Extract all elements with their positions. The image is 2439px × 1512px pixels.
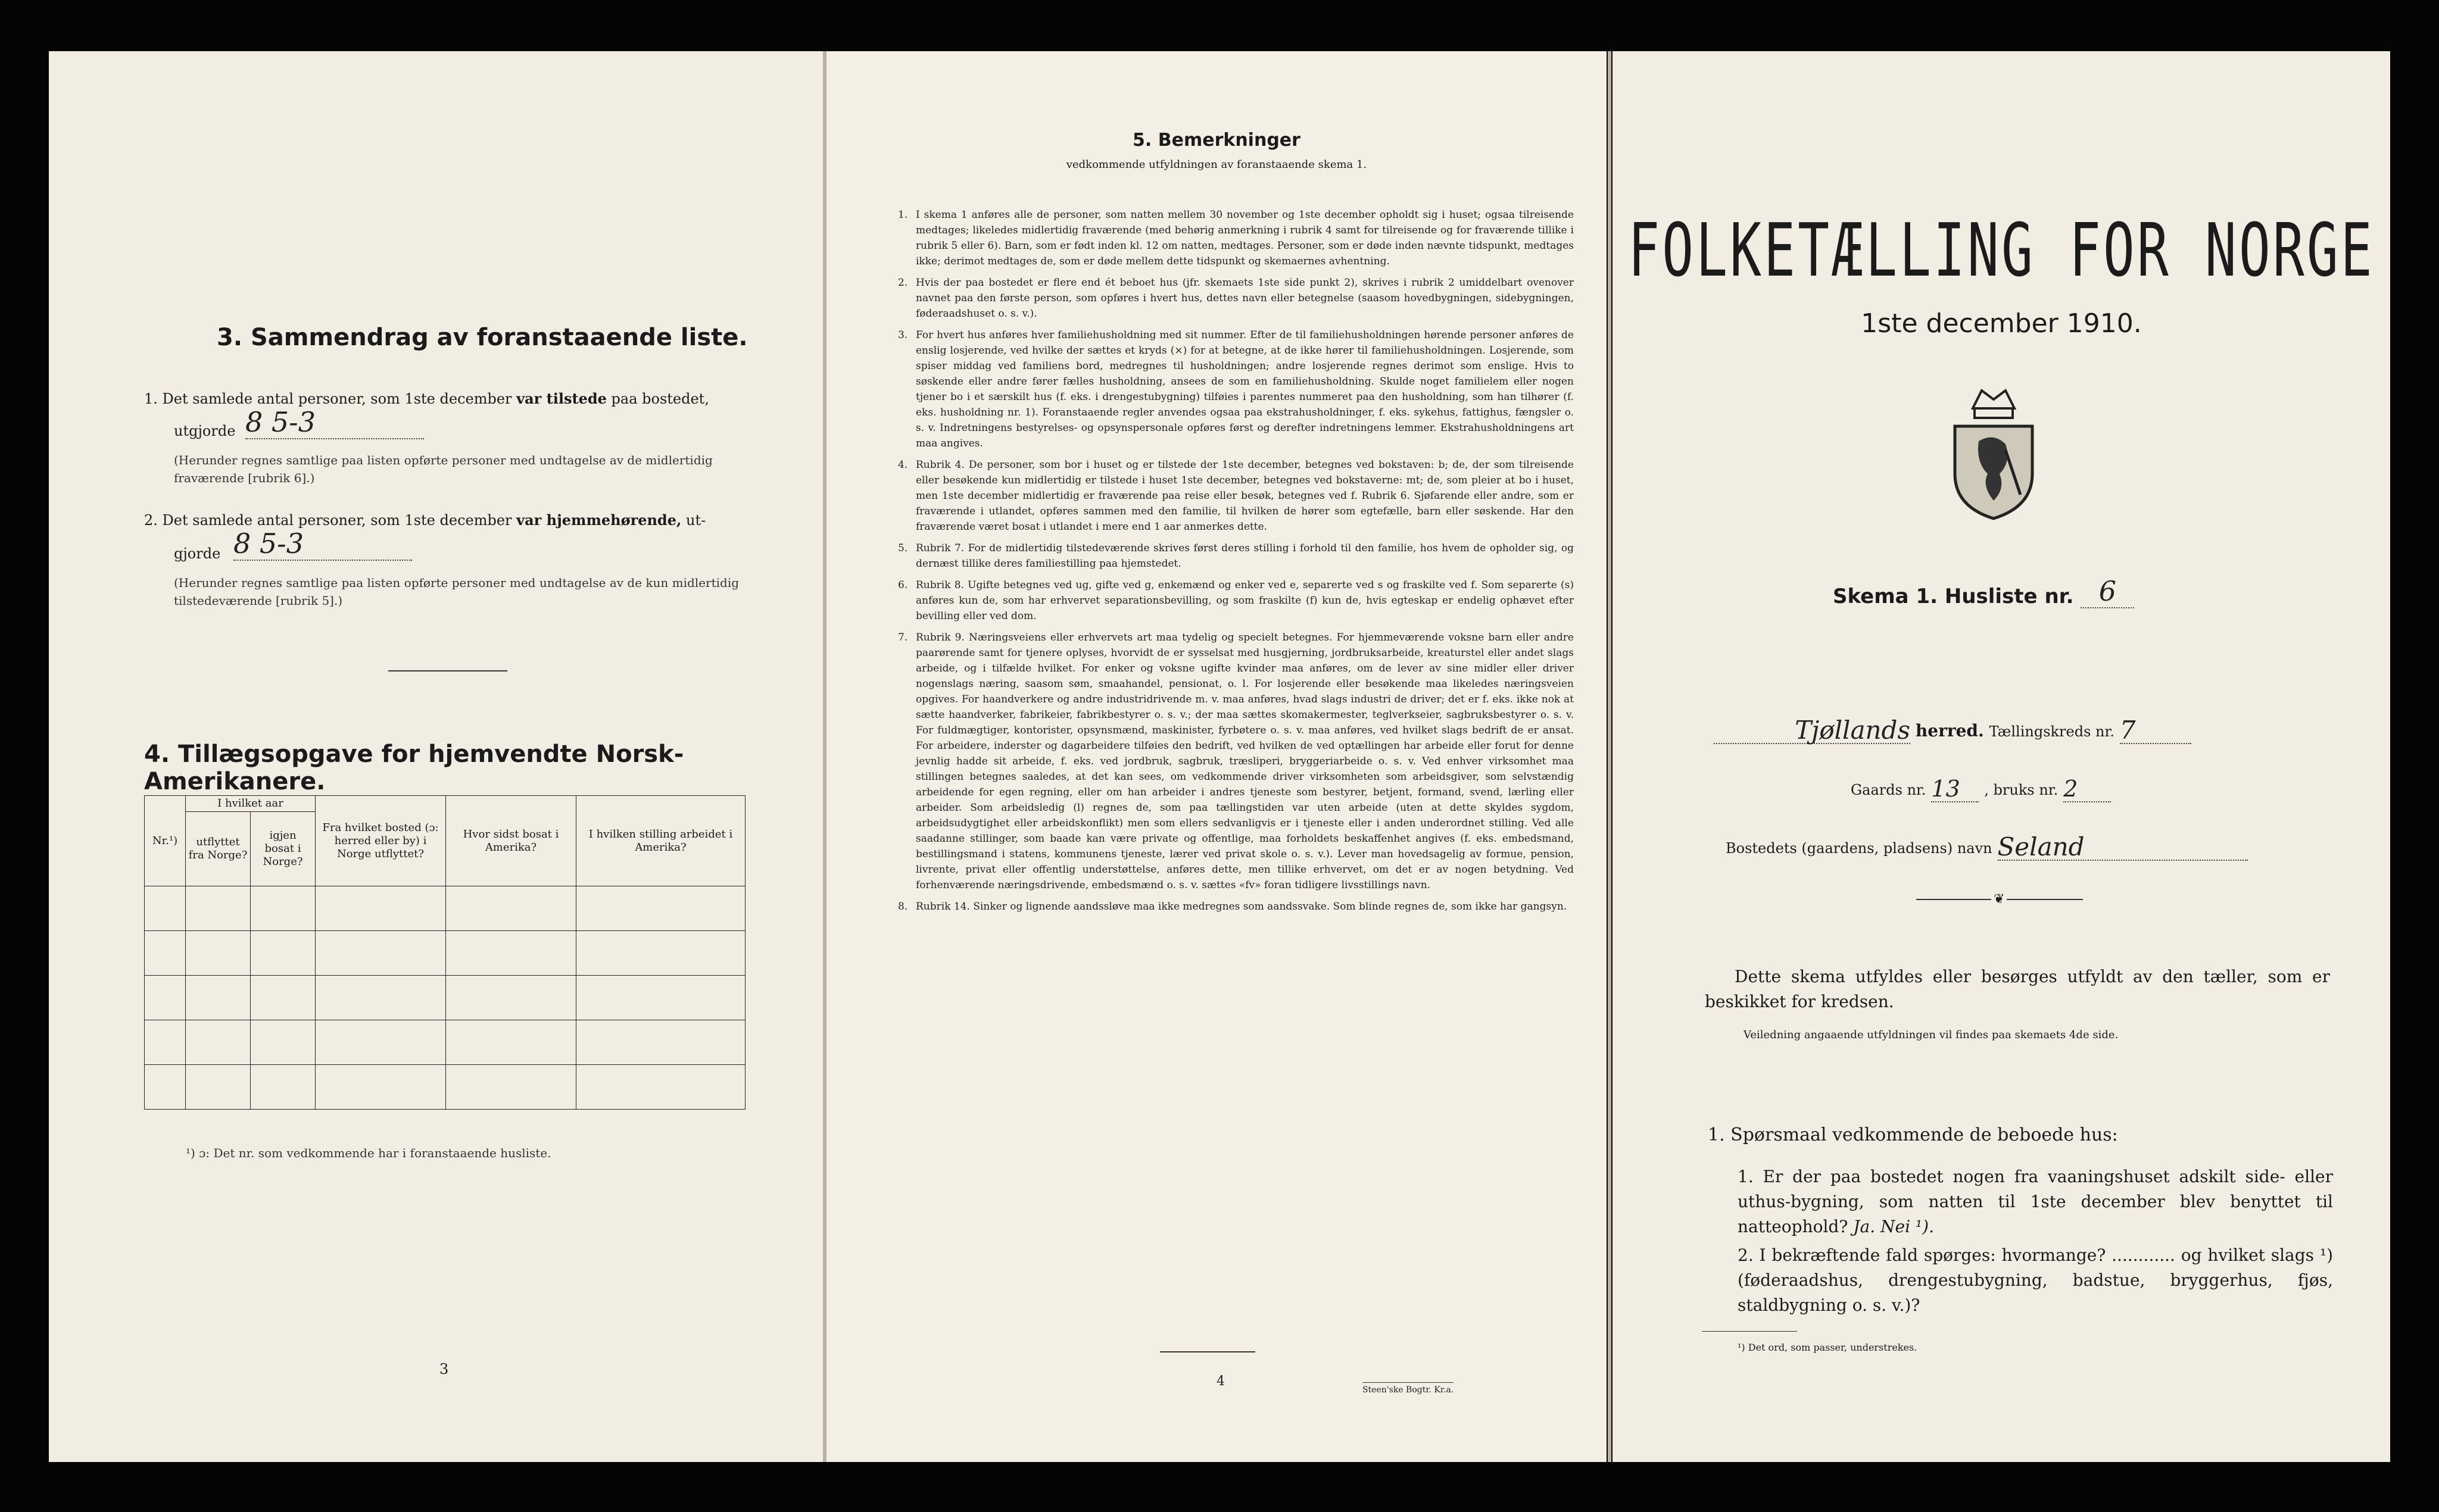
gaard-field: 13 bbox=[1931, 776, 1979, 802]
divider bbox=[388, 670, 507, 671]
table-row bbox=[145, 976, 746, 1020]
remark-number: 3. bbox=[898, 329, 908, 341]
remark-number: 1. bbox=[898, 209, 908, 221]
census-title: FOLKETÆLLING FOR NORGE bbox=[1628, 207, 2375, 293]
col-hvor: Hvor sidst bosat i Amerika? bbox=[446, 796, 576, 886]
ornament-divider: ❦ bbox=[1916, 892, 2083, 900]
remark-item bbox=[898, 275, 1574, 321]
item1-bold: var tilstede bbox=[516, 390, 607, 407]
remark-text: Rubrik 4. De personer, som bor i huset og er tilstede der 1ste december, betegnes ved bokstaven: b; de, der som tilreisende eller besøkende kun midlertidig er tilstede i huset 1ste december, betegnes ved bokstaverne: mt; de, som pleier at bo i huset, men 1ste december midlertidig er fraværende paa reise eller besøk, betegnes ved f. Rubrik 6. Sjøfarende eller andre, som er fraværende i utlandet, opføres sammen med den familie, til hvilken de hører som egtefælle, barn eller søskende. Har den fraværende været bosat i utlandet i mere end 1 aar anmerkes dette. bbox=[916, 459, 1574, 533]
bruks-label: , bruks nr. bbox=[1984, 782, 2059, 798]
divider bbox=[1160, 1351, 1255, 1352]
bemerkninger-title: 5. Bemerkninger bbox=[1133, 130, 1300, 151]
questions-header: 1. Spørsmaal vedkommende de beboede hus: bbox=[1708, 1124, 2118, 1145]
remark-number: 7. bbox=[898, 632, 908, 643]
table-row bbox=[145, 931, 746, 976]
bemerkninger-subtitle: vedkommende utfyldningen av foranstaaende skema 1. bbox=[1066, 158, 1367, 171]
item1-text: 1. Det samlede antal personer, som 1ste december bbox=[144, 391, 512, 407]
item2-line2: gjorde bbox=[174, 545, 221, 562]
remark-item bbox=[898, 577, 1574, 624]
question-1-text: 1. Er der paa bostedet nogen fra vaaningshuset adskilt side- eller uthus-bygning, som natten til 1ste december blev benyttet til natteophold? bbox=[1738, 1167, 2333, 1236]
page-middle bbox=[826, 51, 1607, 1462]
section3-item1 bbox=[144, 388, 751, 410]
bosted-field: Seland bbox=[1998, 835, 2248, 861]
norway-coat-of-arms-icon bbox=[1946, 385, 2041, 521]
remark-number: 5. bbox=[898, 542, 908, 554]
right-footnote: ¹) Det ord, som passer, understrekes. bbox=[1738, 1342, 1917, 1353]
skema-line bbox=[1833, 575, 2134, 608]
remark-text: For hvert hus anføres hver familiehusholdning med sit nummer. Efter de til familiehusholdningen hørende personer anføres de enslig losjerende, ved hvilke der sættes et kryds (×) for at betegne, at de ikke hører til familiehusholdningen. Losjerende, som spiser middag ved familiens bord, medregnes til husholdningen; andre losjerende regnes derimot som enslige. Hvis to søskende eller andre fører fælles husholdning, ansees de som en familiehusholdning. Skulde noget familielem eller nogen tjener bo i et særskilt hus (f. eks. i drengestubygning) tilføies i parentes nummeret paa den husholdning, som han tilhører (f. eks. husholdning nr. 1). Foranstaaende regler anvendes ogsaa paa ekstrahusholdninger, f. eks. sykehus, fattighus, fængsler o. s. v. Indretningens bestyrelses- og opsynspersonale opføres først og derefter indretningens lemmer. Ekstrahusholdningens art maa angives. bbox=[916, 329, 1574, 449]
table-row bbox=[145, 1020, 746, 1065]
remark-text: Rubrik 8. Ugifte betegnes ved ug, gifte ved g, enkemænd og enker ved e, separerte ved s og fraskilte ved f. Som separerte (s) anføres kun de, som har erhvervet separationsbevilling, og som fraskilte (f) kun de, hvis egteskap er endelig ophævet efter bevilling eller ved dom. bbox=[916, 579, 1574, 622]
item1-text-post: paa bostedet, bbox=[611, 391, 709, 407]
table-row bbox=[145, 886, 746, 931]
col-utflyttet: utflyttet fra Norge? bbox=[186, 812, 251, 886]
col-fra: Fra hvilket bosted (ɔ: herred eller by) i Norge utflyttet? bbox=[316, 796, 446, 886]
kreds-field: 7 bbox=[2120, 718, 2191, 744]
col-group: I hvilket aar bbox=[186, 796, 316, 812]
remark-item bbox=[898, 457, 1574, 535]
remark-text: I skema 1 anføres alle de personer, som natten mellem 30 november og 1ste december opholdt sig i huset; ogsaa tilreisende medtages; likeledes midlertidig fraværende (med behørig anmerkning i rubrik 4 samt for tilreisende og for fraværende tillike i rubrik 5 eller 6). Barn, som er født inden kl. 12 om natten, medtages. Personer, som er døde inden nævnte tidspunkt, medtages ikke; derimot medtages de, som er døde mellem dette tidspunkt og skemaernes avhentning. bbox=[916, 209, 1574, 267]
remark-item bbox=[898, 899, 1574, 914]
question-1-answer: Ja. Nei ¹). bbox=[1853, 1217, 1934, 1236]
question-2: 2. I bekræftende fald spørges: hvormange? ............ og hvilket slags ¹) (føderaadshus, drengestubygning, badstue, bryggerhus, fjøs, staldbygning o. s. v.)? bbox=[1738, 1245, 2333, 1315]
item2-text: 2. Det samlede antal personer, som 1ste december bbox=[144, 512, 512, 529]
herred-field: Tjøllands bbox=[1714, 718, 1910, 744]
remark-item bbox=[898, 630, 1574, 893]
gaard-label: Gaards nr. bbox=[1851, 782, 1926, 798]
printer-note: Steen'ske Bogtr. Kr.a. bbox=[1362, 1382, 1454, 1395]
husliste-nr-field: 6 bbox=[2081, 575, 2134, 608]
remark-item bbox=[898, 207, 1574, 269]
page-number-middle: 4 bbox=[1217, 1374, 1225, 1389]
herred-line bbox=[1714, 718, 2369, 744]
bosted-label: Bostedets (gaardens, pladsens) navn bbox=[1726, 840, 1992, 857]
remark-text: Rubrik 9. Næringsveiens eller erhvervets art maa tydelig og specielt betegnes. For hjemmeværende voksne barn eller andre paarørende samt for tjenere oplyses, hvorvidt de er sysselsat med husgjerning, jordbruksarbeide, kreaturstel eller andet slags arbeide, og i tilfælde hvilket. For enker og voksne ugifte kvinder maa anføres, om de lever av sine midler eller driver nogenslags næring, saasom søm, smaahandel, pensionat, o. l. For losjerende eller besøkende maa likeledes næringsveien opgives. For haandverkere og andre industridrivende m. v. maa anføres, hvad slags industri de driver; det er f. eks. ikke nok at sætte haandverker, fabrikeier, fabrikbestyrer o. s. v.; der maa sættes skomakermester, teglverkseier, sagbruksbestyrer o. s. v. For fuldmægtiger, kontorister, opsynsmænd, maskinister, fyrbøtere o. s. v. maa anføres, ved hvilket slags bedrift de er ansat. For arbeidere, inderster og dagarbeidere tilføies den bedrift, ved hvilken de ved optællingen har arbeide eller forut for denne jevnlig hadde sit arbeide, f. eks. ved jordbruk, sagbruk, træsliperi, bryggeriarbeide o. s. v. Ved enhver virksomhet maa stillingen betegnes saaledes, at det kan sees, om vedkommende driver virksomheten som arbeidsgiver, som selvstændig arbeidende for egen regning, eller om han arbeider i andres tjeneste som bestyrer, betjent, formand, svend, lærling eller arbeider. Som arbeidsledig (l) regnes de, som paa tællingstiden var uten arbeide (uten at dette skyldes sygdom, arbeidsudygtighet eller arbeidskonflikt) men som ellers sedvanligvis er i tjeneste eller i anden underordnet stilling. Ved alle saadanne stillinger, som baade kan være private og offentlige, maa forholdets beskaffenhet angives (f. eks. embedsmand, bestillingsmand i statens, kommunens tjeneste, lærer ved privat skole o. s. v.). Lever man hovedsagelig av formue, pension, livrente, privat eller offentlig understøttelse, anføres dette, men tillike erhvervet, om det er av nogen betydning. Ved forhenværende næringsdrivende, embedsmænd o. s. v. sættes «fv» foran tidligere livsstillings navn. bbox=[916, 632, 1574, 891]
remark-text: Rubrik 14. Sinker og lignende aandssløve maa ikke medregnes som aandssvake. Som blinde regnes de, som ikke har gangsyn. bbox=[916, 901, 1567, 913]
norsk-amerikanere-table bbox=[144, 795, 746, 1110]
table-row bbox=[145, 1065, 746, 1110]
item1-line2: utgjorde bbox=[174, 423, 236, 439]
page-number-left: 3 bbox=[439, 1361, 449, 1377]
col-nr: Nr.¹) bbox=[145, 796, 186, 886]
item2-text-post: ut- bbox=[685, 512, 706, 529]
section4-footnote: ¹) ɔ: Det nr. som vedkommende har i foranstaaende husliste. bbox=[186, 1146, 551, 1160]
col-igjen: igjen bosat i Norge? bbox=[251, 812, 316, 886]
skema-label: Skema 1. Husliste nr. bbox=[1833, 585, 2074, 608]
remark-text: Hvis der paa bostedet er flere end ét beboet hus (jfr. skemaets 1ste side punkt 2), skrives i rubrik 2 umiddelbart ovenover navnet paa den første person, som opføres i hvert hus, dettes navn eller betegnelse (saasom hovedbygningen, sidebygningen, føderaadshuset o. s. v.). bbox=[916, 277, 1574, 320]
item2-note: (Herunder regnes samtlige paa listen opførte personer med undtagelse av de kun midlertidig tilstedeværende [rubrik 5].) bbox=[174, 576, 740, 608]
remark-number: 2. bbox=[898, 277, 908, 289]
remark-number: 8. bbox=[898, 901, 908, 913]
col-stilling: I hvilken stilling arbeidet i Amerika? bbox=[576, 796, 746, 886]
remark-item bbox=[898, 327, 1574, 451]
item2-value: 8 5-3 bbox=[233, 527, 412, 561]
page-right bbox=[1613, 51, 2390, 1462]
bosted-line bbox=[1726, 832, 2248, 861]
remark-number: 6. bbox=[898, 579, 908, 591]
item1-value: 8 5-3 bbox=[245, 406, 424, 439]
page-left bbox=[49, 51, 823, 1462]
footnote-rule bbox=[1702, 1331, 1797, 1332]
kreds-label: Tællingskreds nr. bbox=[1989, 723, 2114, 740]
remark-number: 4. bbox=[898, 459, 908, 471]
intro-text: Dette skema utfyldes eller besørges utfyldt av den tæller, som er beskikket for kredsen. bbox=[1705, 967, 2330, 1011]
gaard-line bbox=[1851, 776, 2111, 802]
item1-note: (Herunder regnes samtlige paa listen opførte personer med undtagelse av de midlertidig fraværende [rubrik 6].) bbox=[174, 453, 713, 485]
remark-text: Rubrik 7. For de midlertidig tilstedeværende skrives først deres stilling i forhold til den familie, hos hvem de opholder sig, og dernæst tillike deres familiestilling paa hjemstedet. bbox=[916, 542, 1574, 570]
page-fold bbox=[1608, 51, 1611, 1462]
section3-title: 3. Sammendrag av foranstaaende liste. bbox=[217, 324, 748, 351]
section4-title: 4. Tillægsopgave for hjemvendte Norsk-Amerikanere. bbox=[144, 741, 684, 795]
question-1 bbox=[1738, 1164, 2333, 1239]
census-date: 1ste december 1910. bbox=[1861, 308, 2142, 339]
remark-item bbox=[898, 541, 1574, 571]
herred-label: herred. bbox=[1915, 721, 1984, 741]
bruks-field: 2 bbox=[2063, 776, 2111, 802]
veiledning-text: Veiledning angaaende utfyldningen vil findes paa skemaets 4de side. bbox=[1744, 1029, 2119, 1041]
item2-bold: var hjemmehørende, bbox=[516, 511, 682, 529]
